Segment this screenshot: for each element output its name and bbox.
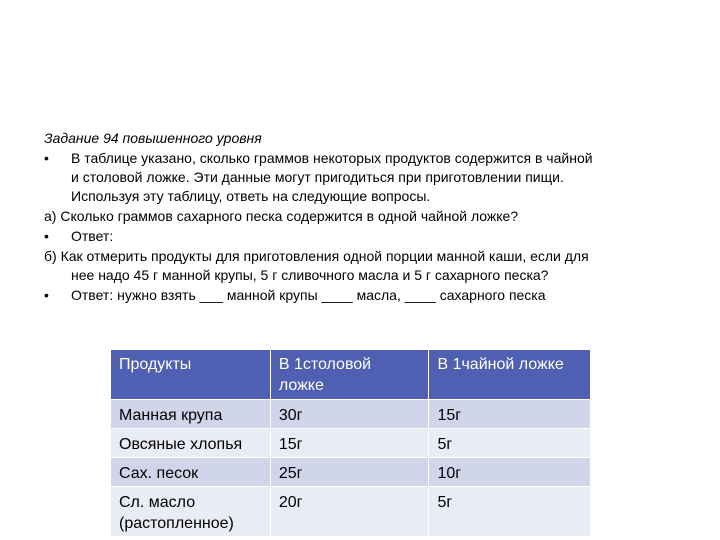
table-header-row bbox=[111, 350, 591, 400]
answer-a-bullet bbox=[44, 227, 684, 246]
table-row bbox=[111, 400, 591, 429]
answer-a: Ответ: bbox=[71, 228, 114, 244]
products-table bbox=[110, 349, 591, 537]
teaspoon-grams: 15г bbox=[429, 400, 591, 429]
intro-line-1: В таблице указано, сколько граммов некоторых продуктов содержится в чайной bbox=[71, 150, 593, 166]
table-row bbox=[111, 487, 591, 537]
task-text bbox=[44, 129, 684, 306]
task-title: Задание 94 повышенного уровня bbox=[44, 130, 262, 146]
tablespoon-grams: 25г bbox=[270, 458, 429, 487]
bullet-mark: • bbox=[44, 228, 49, 244]
teaspoon-grams: 10г bbox=[429, 458, 591, 487]
intro-line-3: Используя эту таблицу, ответь на следующие вопросы. bbox=[71, 188, 431, 204]
product-name: Сл. масло (растопленное) bbox=[111, 487, 271, 537]
question-b-line-2: нее надо 45 г манной крупы, 5 г сливочного масла и 5 г сахарного песка? bbox=[71, 267, 549, 283]
intro-line-2: и столовой ложке. Эти данные могут пригодиться при приготовлении пищи. bbox=[71, 169, 564, 185]
teaspoon-grams: 5г bbox=[429, 487, 591, 537]
bullet-mark: • bbox=[44, 150, 49, 166]
tablespoon-grams: 30г bbox=[270, 400, 429, 429]
product-name: Овсяные хлопья bbox=[111, 429, 271, 458]
question-b-line-1: б) Как отмерить продукты для приготовления одной порции манной каши, если для bbox=[44, 248, 589, 264]
header-products: Продукты bbox=[111, 350, 271, 400]
bullet-mark: • bbox=[44, 287, 49, 303]
table-row bbox=[111, 429, 591, 458]
product-name: Сах. песок bbox=[111, 458, 271, 487]
question-a: а) Сколько граммов сахарного песка содержится в одной чайной ложке? bbox=[44, 208, 519, 224]
header-tablespoon: В 1столовой ложке bbox=[270, 350, 429, 400]
table-row bbox=[111, 458, 591, 487]
intro-bullet bbox=[44, 149, 684, 206]
question-b bbox=[44, 247, 684, 285]
answer-b-bullet bbox=[44, 286, 684, 305]
tablespoon-grams: 20г bbox=[270, 487, 429, 537]
teaspoon-grams: 5г bbox=[429, 429, 591, 458]
product-name: Манная крупа bbox=[111, 400, 271, 429]
tablespoon-grams: 15г bbox=[270, 429, 429, 458]
answer-b: Ответ: нужно взять ___ манной крупы ____ масла, ____ сахарного песка bbox=[71, 287, 546, 303]
header-teaspoon: В 1чайной ложке bbox=[429, 350, 591, 400]
